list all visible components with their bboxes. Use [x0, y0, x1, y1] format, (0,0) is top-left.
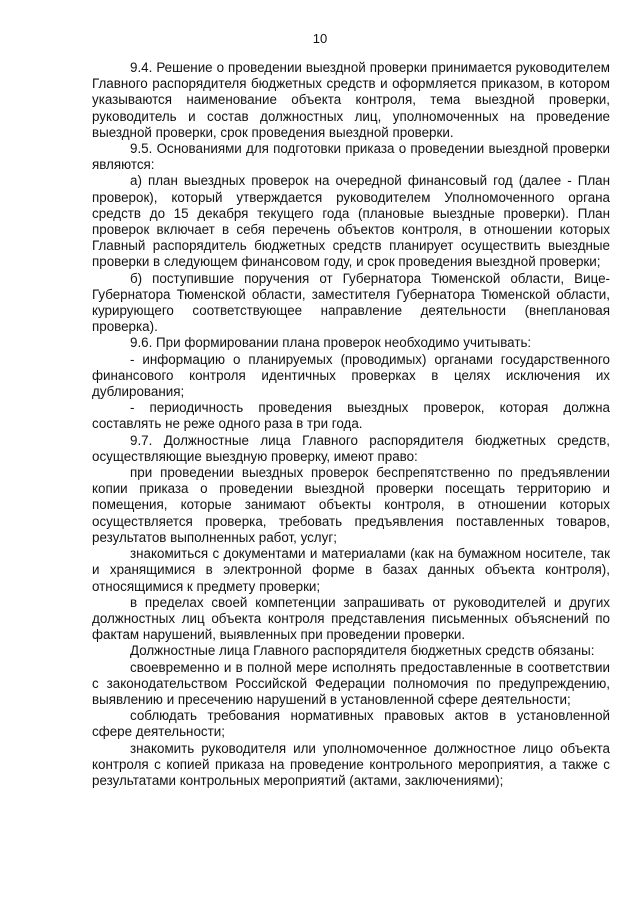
paragraph-9-6-item-1: - информацию о планируемых (проводимых) органами государственного финансового контроля идентичных проверках в целях исключения их дублирования; — [92, 351, 610, 400]
paragraph-9-7-right-1: при проведении выездных проверок беспрепятственно по предъявлении копии приказа о проведении выездной проверки посещать территорию и помещения, которые занимают объекты контроля, в отношении которых осуществляется проверка, требовать предъявления поставленных товаров, результатов выполненных работ, услуг; — [92, 465, 610, 545]
paragraph-9-5-a: а) план выездных проверок на очередной финансовый год (далее - План проверок), который утверждается руководителем Уполномоченного органа средств до 15 декабря текущего года (плановые выездные проверки). План проверок включает в себя перечень объектов контроля, в отношении которых Главный распорядитель бюджетных средств планирует осуществить выездные проверки в следующем финансовом году, и срок проведения выездной проверки; — [92, 173, 610, 270]
paragraph-9-7-right-2: знакомиться с документами и материалами (как на бумажном носителе, так и хранящимися в электронной форме в базах данных объекта контроля), относящимися к предмету проверки; — [92, 546, 610, 594]
paragraph-obligation-2: соблюдать требования нормативных правовых актов в установленной сфере деятельности; — [92, 708, 610, 740]
paragraph-9-6-item-2: - периодичность проведения выездных проверок, которая должна составлять не реже одного раза в три года. — [92, 400, 610, 432]
document-body — [92, 60, 610, 789]
paragraph-9-5-b: б) поступившие поручения от Губернатора Тюменской области, Вице-Губернатора Тюменской области, заместителя Губернатора Тюменской области, курирующего соответствующее направление деятельности (внеплановая проверка). — [92, 270, 610, 335]
paragraph-9-6: 9.6. При формировании плана проверок необходимо учитывать: — [130, 335, 532, 351]
paragraph-obligation-1: своевременно и в полной мере исполнять предоставленные в соответствии с законодательством Российской Федерации полномочия по предупреждению, выявлению и пресечению нарушений в установленной сфере деятельности; — [92, 659, 610, 707]
page-number: 10 — [312, 31, 328, 46]
paragraph-9-7: 9.7. Должностные лица Главного распорядителя бюджетных средств, осуществляющие выездную проверку, имеют право: — [92, 432, 610, 464]
paragraph-9-4: 9.4. Решение о проведении выездной проверки принимается руководителем Главного распорядителя бюджетных средств и оформляется приказом, в котором указываются наименование объекта контроля, тема выездной проверки, руководитель и состав должностных лиц, уполномоченных на проведение выездной проверки, срок проведения выездной проверки. — [92, 60, 610, 140]
paragraph-9-7-right-3: в пределах своей компетенции запрашивать от руководителей и других должностных лиц объекта контроля представления письменных объяснений по фактам нарушений, выявленных при проведении проверки. — [92, 594, 610, 643]
paragraph-obligations: Должностные лица Главного распорядителя бюджетных средств обязаны: — [130, 643, 595, 659]
paragraph-obligation-3: знакомить руководителя или уполномоченное должностное лицо объекта контроля с копией приказа на проведение контрольного мероприятия, а также с результатами контрольных мероприятий (актами, заключениями); — [92, 740, 610, 788]
paragraph-9-5: 9.5. Основаниями для подготовки приказа о проведении выездной проверки являются: — [92, 141, 610, 173]
